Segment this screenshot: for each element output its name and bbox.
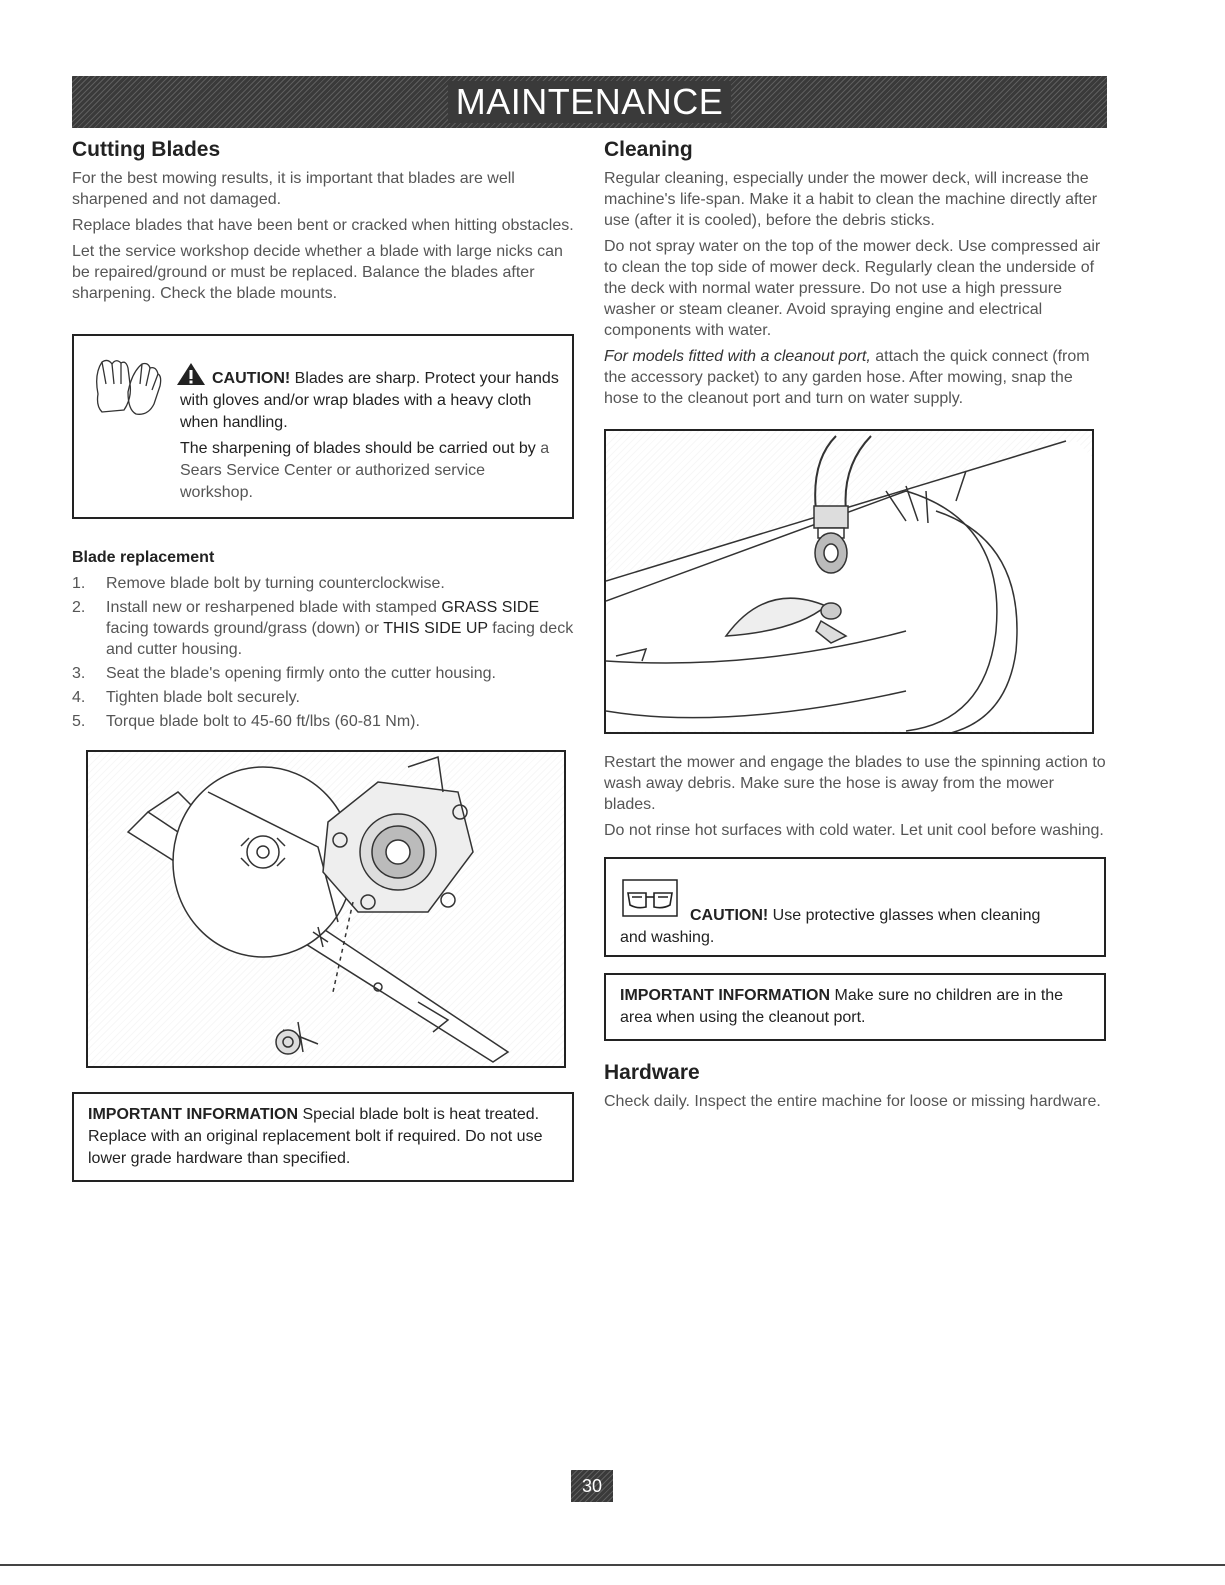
step-number: 3. bbox=[72, 665, 86, 682]
list-item bbox=[72, 711, 574, 732]
children-important-text bbox=[620, 985, 1090, 1029]
blade-assembly-figure bbox=[86, 750, 566, 1068]
glasses-caution-box bbox=[604, 857, 1106, 957]
list-item bbox=[72, 573, 574, 594]
cutting-blades-paragraph: Replace blades that have been bent or cracked when hitting obstacles. bbox=[72, 217, 574, 234]
safety-glasses-icon bbox=[622, 879, 678, 917]
important-message: Make sure no children are in the area when using the cleanout port. bbox=[620, 987, 1064, 1026]
grass-side-label: GRASS SIDE bbox=[441, 599, 540, 616]
right-column bbox=[604, 138, 1106, 1117]
step-text: Seat the blade's opening firmly onto the cutter housing. bbox=[106, 665, 496, 682]
list-item bbox=[72, 597, 574, 660]
children-important-box bbox=[604, 973, 1106, 1041]
cutting-blades-paragraph: For the best mowing results, it is important that blades are well sharpened and not damaged. bbox=[72, 170, 515, 208]
step-text: Remove blade bolt by turning counterclockwise. bbox=[106, 575, 445, 592]
blade-replacement-steps bbox=[72, 573, 574, 732]
cleaning-paragraph: Do not spray water on the top of the mower deck. Use compressed air to clean the top side of mower deck. Regularly clean the underside of the deck with normal water pressure. Do not use a high pressure washer or steam cleaner. Avoid spraying engine and electrical components with water. bbox=[604, 238, 1101, 339]
step-number: 4. bbox=[72, 689, 86, 706]
blade-caution-text bbox=[180, 362, 560, 434]
blade-replacement-heading: Blade replacement bbox=[72, 549, 215, 566]
hardware-paragraph: Check daily. Inspect the entire machine for loose or missing hardware. bbox=[604, 1093, 1101, 1110]
hardware-heading: Hardware bbox=[604, 1061, 700, 1084]
sharpening-note-strong: The sharpening of blades should be carried out by bbox=[180, 440, 536, 457]
restart-paragraph: Restart the mower and engage the blades to use the spinning action to wash away debris. Make sure the hose is away from the mower blades. bbox=[604, 754, 1106, 813]
page-title: MAINTENANCE bbox=[448, 81, 732, 123]
step-text: Install new or resharpened blade with stamped bbox=[106, 599, 442, 616]
step-number: 1. bbox=[72, 575, 86, 592]
cleanout-lead: For models fitted with a cleanout port, bbox=[604, 348, 871, 365]
sharpening-note-muted: a Sears Service Center or authorized service workshop. bbox=[180, 440, 550, 501]
list-item bbox=[72, 687, 574, 708]
page-number: 30 bbox=[581, 1475, 603, 1496]
rinse-paragraph: Do not rinse hot surfaces with cold water. Let unit cool before washing. bbox=[604, 822, 1104, 839]
step-number: 2. bbox=[72, 599, 86, 616]
important-label: IMPORTANT INFORMATION bbox=[88, 1106, 299, 1123]
blade-bolt-important-text bbox=[88, 1104, 558, 1170]
step-text: facing towards ground/grass (down) or bbox=[106, 620, 384, 637]
gloves-icon bbox=[88, 354, 168, 420]
cutting-blades-heading: Cutting Blades bbox=[72, 138, 221, 161]
left-column bbox=[72, 138, 574, 1182]
step-number: 5. bbox=[72, 713, 86, 730]
glasses-caution-line2: and washing. bbox=[620, 929, 715, 946]
bottom-divider bbox=[0, 1564, 1225, 1566]
step-text: Tighten blade bolt securely. bbox=[106, 689, 300, 706]
blade-sharpening-note bbox=[180, 438, 560, 504]
blade-assembly-illustration bbox=[88, 752, 566, 1068]
cleaning-paragraph: Regular cleaning, especially under the mower deck, will increase the machine's life-span. Make it a habit to clean the machine directly after use (after it is cooled), before the debris sticks. bbox=[604, 170, 1098, 229]
cleanout-port-figure bbox=[604, 429, 1094, 734]
section-banner bbox=[72, 76, 1107, 128]
caution-message: Use protective glasses when cleaning bbox=[772, 907, 1041, 924]
blade-caution-box bbox=[72, 334, 574, 519]
caution-message: Blades are sharp. Protect your hands with gloves and/or wrap blades with a heavy cloth when handling. bbox=[180, 370, 559, 431]
mower-deck-illustration bbox=[606, 431, 1094, 734]
warning-triangle-icon bbox=[176, 362, 206, 386]
important-label: IMPORTANT INFORMATION bbox=[620, 987, 831, 1004]
cleanout-port-paragraph bbox=[604, 346, 1106, 409]
blade-bolt-important-box bbox=[72, 1092, 574, 1182]
important-message: Special blade bolt is heat treated. Replace with an original replacement bolt if required. Do not use lower grade hardware than specified. bbox=[88, 1106, 543, 1167]
step-text: facing deck and cutter housing. bbox=[106, 620, 574, 658]
page-number-badge bbox=[571, 1470, 613, 1502]
cutting-blades-paragraph: Let the service workshop decide whether a blade with large nicks can be repaired/ground or must be replaced. Balance the blades after sharpening. Check the blade mounts. bbox=[72, 243, 563, 302]
step-text: Torque blade bolt to 45-60 ft/lbs (60-81 Nm). bbox=[106, 713, 420, 730]
caution-label: CAUTION! bbox=[212, 370, 291, 387]
caution-label: CAUTION! bbox=[690, 907, 769, 924]
cleanout-text: attach the quick connect (from the accessory packet) to any garden hose. After mowing, snap the hose to the cleanout port and turn on water supply. bbox=[604, 348, 1090, 407]
glasses-caution-line1 bbox=[690, 905, 1092, 927]
list-item bbox=[72, 663, 574, 684]
this-side-up-label: THIS SIDE UP bbox=[383, 620, 488, 637]
cleaning-heading: Cleaning bbox=[604, 138, 693, 161]
